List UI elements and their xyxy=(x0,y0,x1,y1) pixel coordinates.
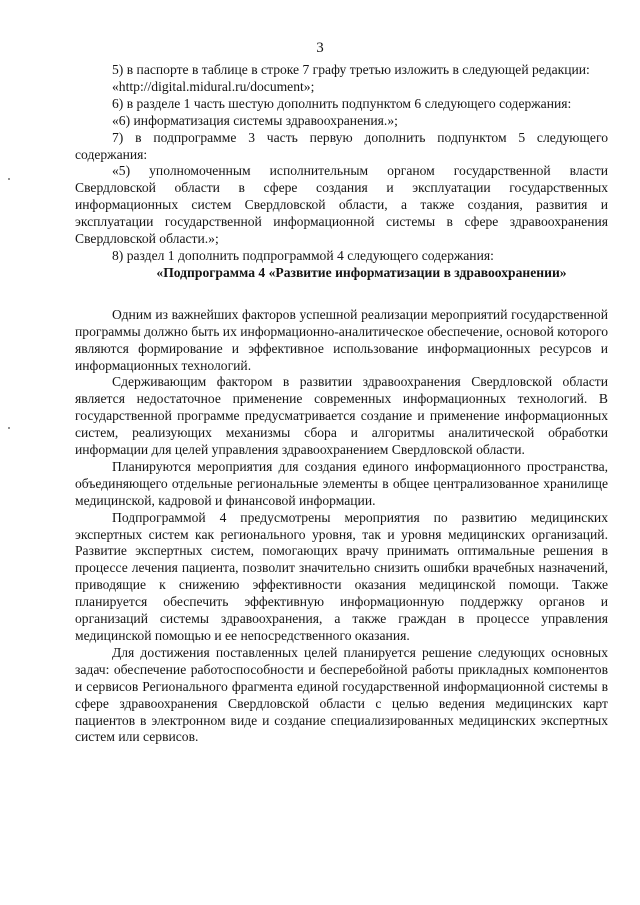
body-paragraph: Одним из важнейших факторов успешной реализации мероприятий государственной программы должно быть их информационно-аналитическое обеспечение, основой которого являются формирование и эффективное использование информационных ресурсов и информационных технологий. xyxy=(75,306,608,373)
paragraph-item-7: 7) в подпрограмме 3 часть первую дополнить подпунктом 5 следующего содержания: xyxy=(75,129,608,162)
paragraph-url-quote: «http://digital.midural.ru/document»; xyxy=(112,78,315,94)
body-paragraph: Подпрограммой 4 предусмотрены мероприятия по развитию медицинских экспертных систем как регионального уровня, так и уровня медицинских организаций. Развитие экспертных систем, помогающих врачу принимать оптимальные решения в процессе лечения пациента, позволит значительно снизить ошибки врачебных назначений, приводящие к снижению эффективности оказания медицинской помощи. Также планируется обеспечить эффективную информационную поддержку органов и организаций системы здравоохранения, а также граждан в процессе управления медицинской помощью и ее непосредственного оказания. xyxy=(75,509,608,643)
subprogram-heading: «Подпрограмма 4 «Развитие информатизации в здравоохранении» xyxy=(156,264,567,280)
body-paragraph: Для достижения поставленных целей планируется решение следующих основных задач: обеспечение работоспособности и бесперебойной работы прикладных компонентов и сервисов Регионального фрагмента единой государственной информационной системы в сфере здравоохранения Свердловской области с целью ведения медицинских карт пациентов в электронном виде и создание специализированных медицинских экспертных систем или сервисов. xyxy=(75,644,608,745)
scan-dot xyxy=(8,178,10,180)
scan-dot xyxy=(8,427,10,429)
scan-margin-marks xyxy=(8,0,14,905)
body-paragraph: Сдерживающим фактором в развитии здравоохранения Свердловской области является недостаточное применение современных информационных технологий. В государственной программе предусматривается создание и применение информационных систем, реализующих механизмы сбора и алгоритмы аналитической обработки информации для целей управления здравоохранением Свердловской области. xyxy=(75,374,608,458)
paragraph-item-5: 5) в паспорте в таблице в строке 7 графу третью изложить в следующей редакции: xyxy=(112,62,590,77)
paragraph-item-6: 6) в разделе 1 часть шестую дополнить подпунктом 6 следующего содержания: xyxy=(112,95,572,111)
paragraph-item-8: 8) раздел 1 дополнить подпрограммой 4 следующего содержания: xyxy=(112,247,494,263)
body-paragraph: Планируются мероприятия для создания единого информационного пространства, объединяющего отдельные региональные элементы в общее централизованное хранилище медицинской, кадровой и финансовой информации. xyxy=(75,458,608,508)
document-body xyxy=(75,62,608,746)
paragraph-subitem-5-quote: «5) уполномоченным исполнительным органом государственной власти Свердловской области в сфере создания и эксплуатации государственных информационных систем Свердловской области, а также создания, развития и эксплуатации государственной информационной системы в сфере здравоохранения Свердловской области.»; xyxy=(75,163,608,247)
page-number: 3 xyxy=(316,40,324,56)
paragraph-subitem-6-quote: «6) информатизация системы здравоохранения.»; xyxy=(112,112,398,128)
